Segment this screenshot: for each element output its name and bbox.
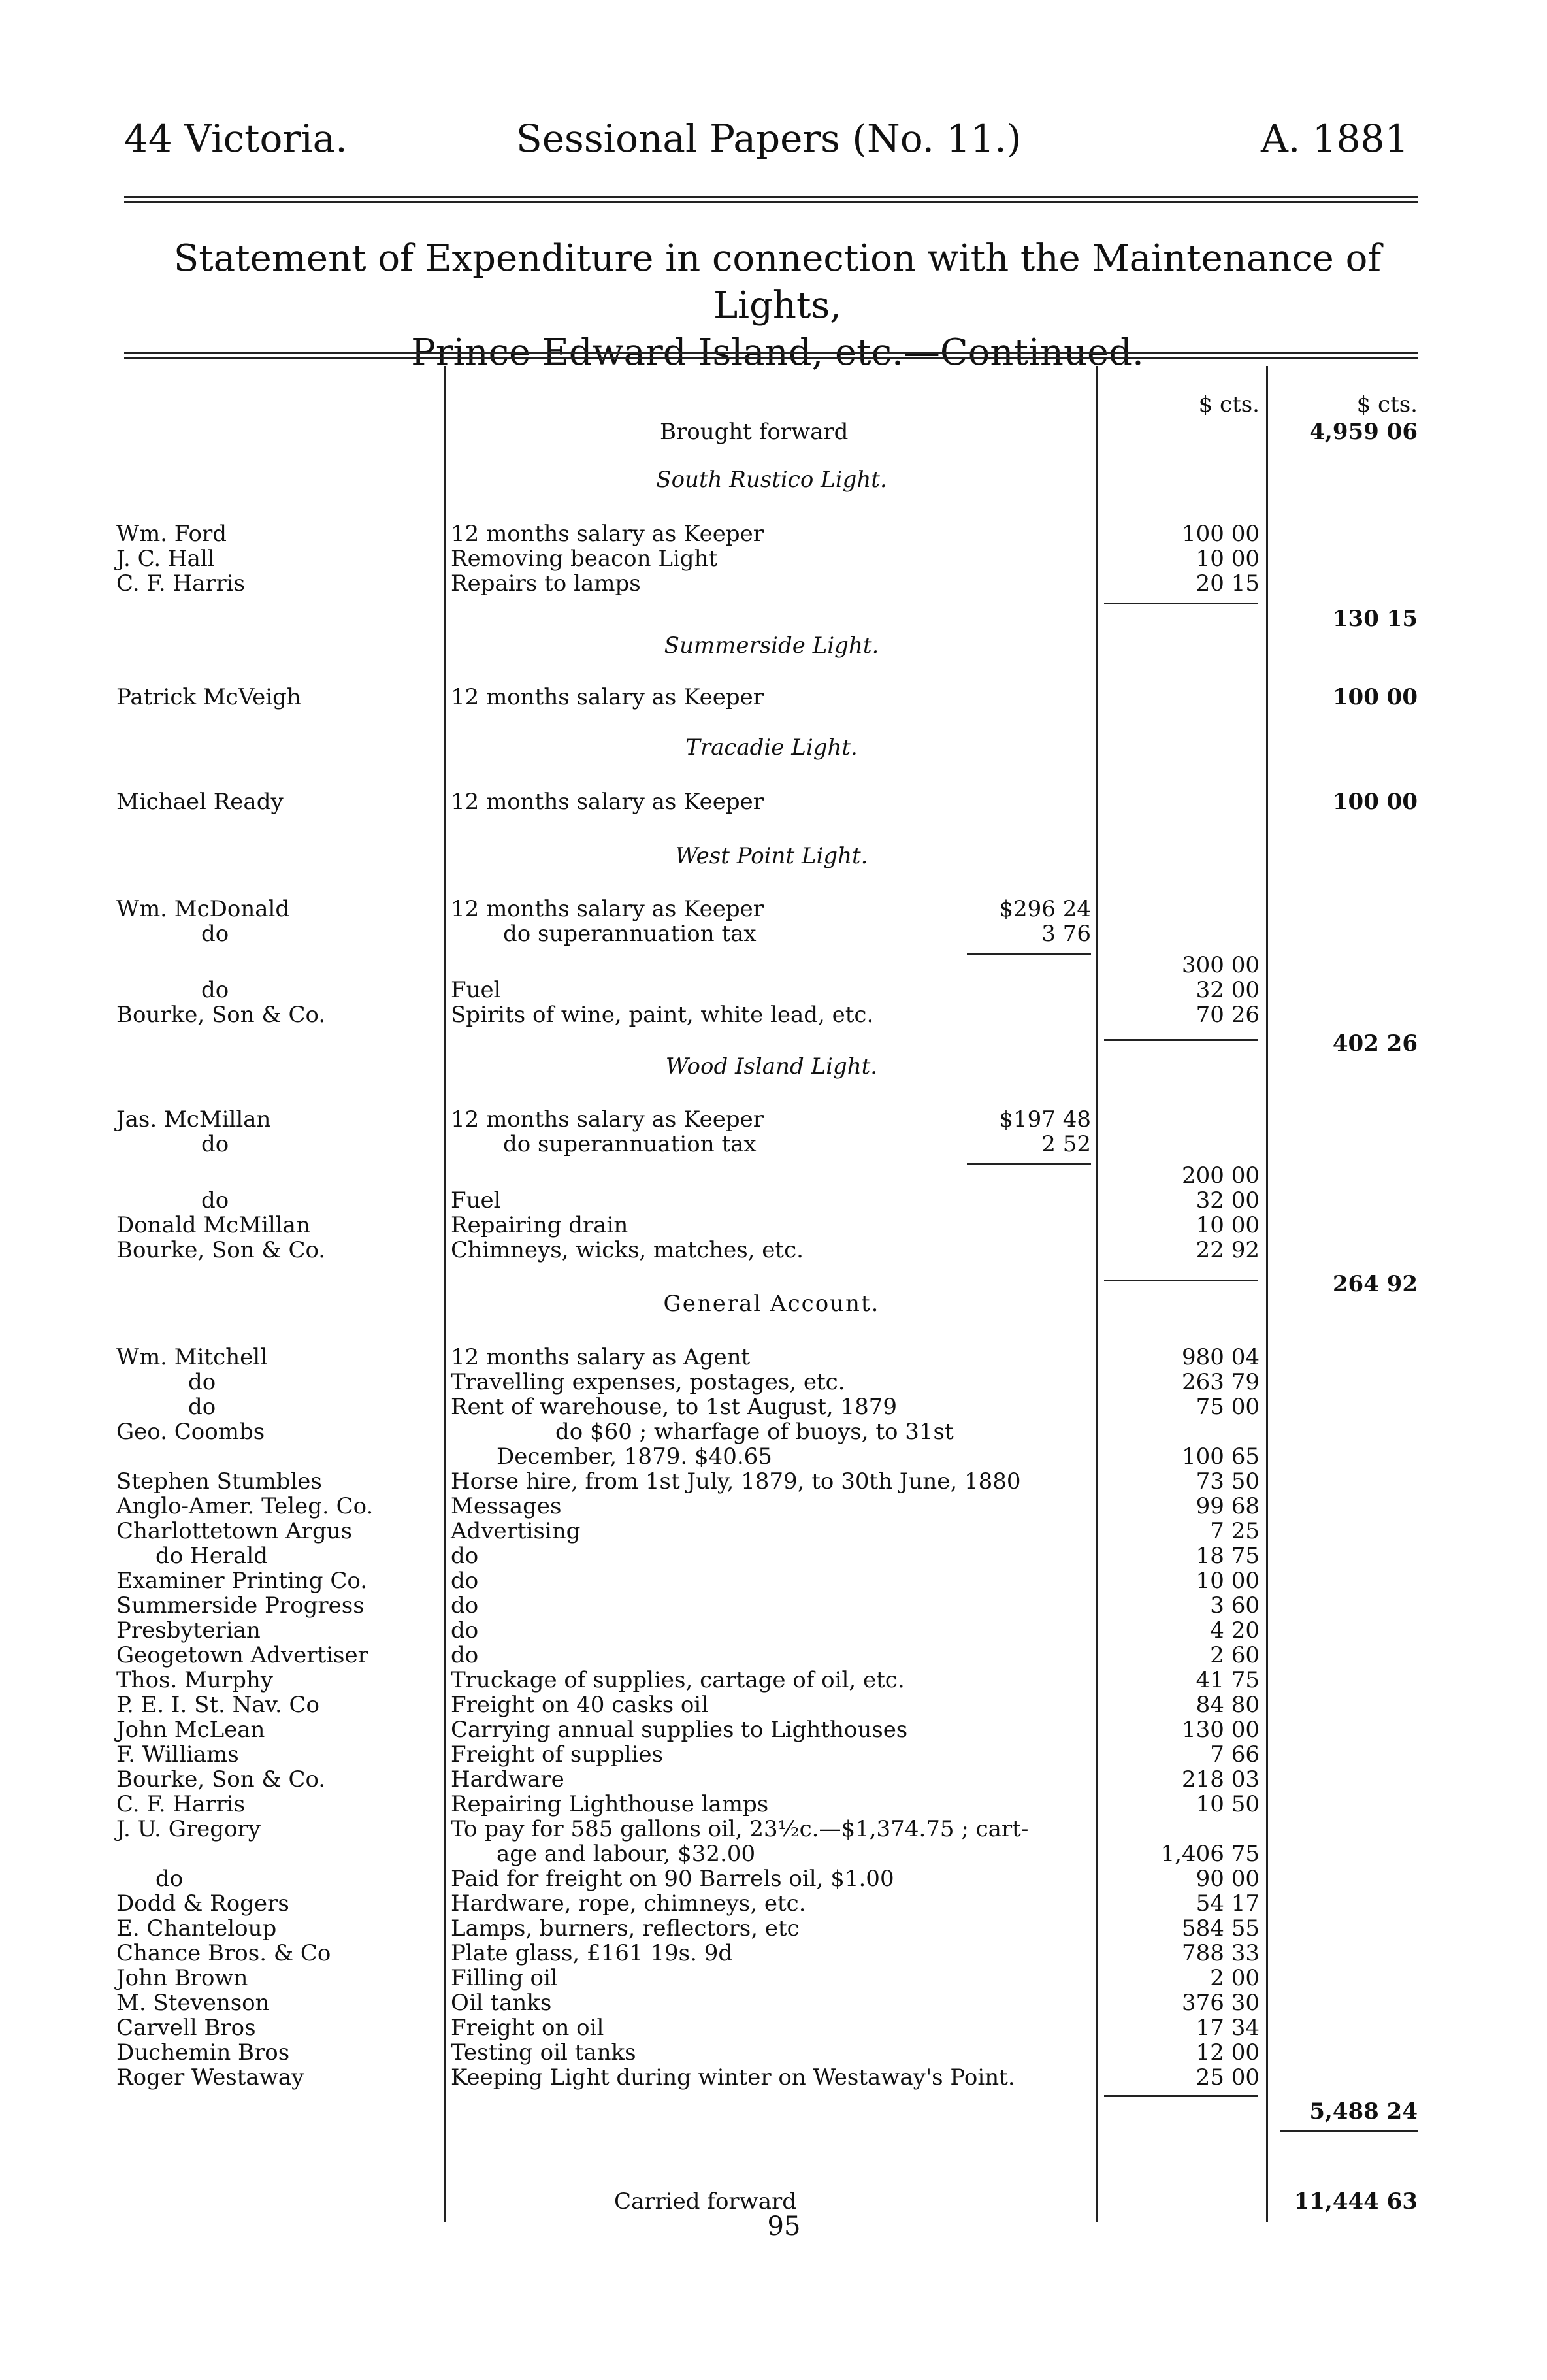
row-desc: Filling oil [451, 1965, 558, 1991]
row-desc: Lamps, burners, reflectors, etc [451, 1915, 800, 1942]
row-desc: Testing oil tanks [451, 2040, 636, 2066]
row-name: Charlottetown Argus [116, 1518, 353, 1544]
section-summerside: Summerside Light. [664, 633, 879, 659]
row-sub: 130 00 [1182, 1717, 1260, 1743]
row-name: C. F. Harris [116, 570, 246, 597]
row-name: Geogetown Advertiser [116, 1642, 368, 1668]
row-name: do [188, 1369, 216, 1395]
statement-title [118, 235, 1437, 376]
row-sub: 2 60 [1210, 1642, 1260, 1668]
title-rule-2 [124, 357, 1418, 359]
row-desc: Removing beacon Light [451, 546, 718, 572]
col-sep-desc [1096, 366, 1098, 2222]
row-sub: 584 55 [1182, 1915, 1260, 1942]
brought-forward-label: Brought forward [660, 419, 849, 445]
row-sub-inner: $296 24 [999, 896, 1091, 922]
row-sub: 218 03 [1182, 1766, 1260, 1793]
row-desc: Paid for freight on 90 Barrels oil, $1.00 [451, 1866, 894, 1892]
row-desc: To pay for 585 gallons oil, 23½c.—$1,374.75 ; cart- [451, 1816, 1029, 1842]
row-sub: 99 68 [1196, 1493, 1260, 1519]
section-tracadie: Tracadie Light. [685, 735, 858, 761]
row-name: M. Stevenson [116, 1990, 270, 2016]
row-sub: 10 50 [1196, 1791, 1260, 1817]
row-sub: 10 00 [1196, 1212, 1260, 1238]
row-sub: 12 00 [1196, 2040, 1260, 2066]
row-desc: Truckage of supplies, cartage of oil, etc. [451, 1667, 905, 1693]
row-name: Wm. Mitchell [116, 1344, 267, 1370]
wood-island-salary: 200 00 [1182, 1163, 1260, 1189]
row-desc: Freight on 40 casks oil [451, 1692, 709, 1718]
carried-forward-total: 11,444 63 [1294, 2189, 1418, 2215]
row-name: J. C. Hall [116, 546, 215, 572]
row-desc: Hardware, rope, chimneys, etc. [451, 1891, 806, 1917]
row-name: Bourke, Son & Co. [116, 1766, 326, 1793]
col-sep-sub [1266, 366, 1268, 2222]
section-south-rustico: South Rustico Light. [656, 467, 887, 493]
row-desc: Messages [451, 1493, 562, 1519]
row-sub: 3 60 [1210, 1593, 1260, 1619]
wood-island-total: 264 92 [1332, 1271, 1418, 1297]
row-name: Geo. Coombs [116, 1419, 265, 1445]
row-desc: Rent of warehouse, to 1st August, 1879 [451, 1394, 898, 1420]
subtotal-rule [1104, 2095, 1258, 2097]
section-wood-island: Wood Island Light. [665, 1053, 878, 1080]
row-sub: 10 00 [1196, 1568, 1260, 1594]
header-right: A. 1881 [1261, 116, 1409, 161]
inner-subtotal-rule [967, 1163, 1091, 1165]
row-sub: 75 00 [1196, 1394, 1260, 1420]
row-sub: 980 04 [1182, 1344, 1260, 1370]
west-point-salary: 300 00 [1182, 952, 1260, 978]
row-desc: do [451, 1593, 479, 1619]
row-sub: 41 75 [1196, 1667, 1260, 1693]
row-desc: Horse hire, from 1st July, 1879, to 30th June, 1880 [451, 1468, 1021, 1495]
row-name: F. Williams [116, 1742, 239, 1768]
carried-forward-label: Carried forward [614, 2189, 797, 2215]
subtotal-rule [1104, 603, 1258, 604]
row-desc: do superannuation tax [503, 921, 757, 947]
row-desc: 12 months salary as Keeper [451, 521, 764, 547]
row-sub: 20 15 [1196, 570, 1260, 597]
row-desc: Repairing Lighthouse lamps [451, 1791, 769, 1817]
row-desc: Repairs to lamps [451, 570, 641, 597]
row-name: John Brown [116, 1965, 248, 1991]
header-center: Sessional Papers (No. 11.) [516, 116, 1022, 161]
row-sub: 7 25 [1210, 1518, 1260, 1544]
row-name: Examiner Printing Co. [116, 1568, 368, 1594]
row-sub: 788 33 [1182, 1940, 1260, 1966]
general-total: 5,488 24 [1309, 2098, 1418, 2124]
brought-forward-total: 4,959 06 [1309, 419, 1418, 445]
row-desc: 12 months salary as Keeper [451, 896, 764, 922]
row-desc: Chimneys, wicks, matches, etc. [451, 1237, 804, 1263]
row-name: Anglo-Amer. Teleg. Co. [116, 1493, 374, 1519]
row-sub: 100 00 [1182, 521, 1260, 547]
sub-column-head: $ cts. [1198, 391, 1260, 418]
total-column-head: $ cts. [1356, 391, 1418, 418]
row-name: Bourke, Son & Co. [116, 1237, 326, 1263]
title-rule-1 [124, 352, 1418, 354]
row-name: C. F. Harris [116, 1791, 246, 1817]
row-name: P. E. I. St. Nav. Co [116, 1692, 319, 1718]
row-name: Dodd & Rogers [116, 1891, 289, 1917]
row-desc: do $60 ; wharfage of buoys, to 31st [555, 1419, 954, 1445]
row-sub: 90 00 [1196, 1866, 1260, 1892]
row-sub: 10 00 [1196, 546, 1260, 572]
row-desc: do [451, 1617, 479, 1644]
row-sub: 263 79 [1182, 1369, 1260, 1395]
row-name: Patrick McVeigh [116, 684, 301, 710]
row-name: Michael Ready [116, 789, 284, 815]
south-rustico-total: 130 15 [1332, 606, 1418, 632]
row-name: Wm. McDonald [116, 896, 290, 922]
row-name: do [201, 1187, 229, 1214]
subtotal-rule [1104, 1280, 1258, 1281]
row-sub: 73 50 [1196, 1468, 1260, 1495]
row-sub: 7 66 [1210, 1742, 1260, 1768]
row-desc: December, 1879. $40.65 [497, 1444, 772, 1470]
row-sub: 84 80 [1196, 1692, 1260, 1718]
row-sub: 22 92 [1196, 1237, 1260, 1263]
row-name: do [155, 1866, 184, 1892]
section-west-point: West Point Light. [675, 843, 868, 869]
section-general: General Account. [663, 1291, 880, 1317]
row-desc: age and labour, $32.00 [497, 1841, 756, 1867]
row-name: Stephen Stumbles [116, 1468, 322, 1495]
title-line-1: Statement of Expenditure in connection with the Maintenance of Lights, [173, 237, 1382, 327]
row-desc: do [451, 1568, 479, 1594]
row-desc: Repairing drain [451, 1212, 628, 1238]
row-desc: Travelling expenses, postages, etc. [451, 1369, 845, 1395]
row-sub: 70 26 [1196, 1002, 1260, 1028]
row-desc: Fuel [451, 1187, 501, 1214]
row-name: do [201, 1131, 229, 1157]
header-rule-2 [124, 201, 1418, 203]
row-desc: do [451, 1543, 479, 1569]
row-total: 100 00 [1332, 789, 1418, 815]
row-name: E. Chanteloup [116, 1915, 277, 1942]
row-sub: 376 30 [1182, 1990, 1260, 2016]
row-desc: Freight on oil [451, 2015, 604, 2041]
row-desc: Freight of supplies [451, 1742, 664, 1768]
row-name: Roger Westaway [116, 2064, 304, 2091]
page-number: 95 [767, 2211, 801, 2241]
col-sep-name [444, 366, 446, 2222]
row-name: do [188, 1394, 216, 1420]
row-desc: Advertising [451, 1518, 581, 1544]
row-name: Duchemin Bros [116, 2040, 290, 2066]
row-sub: 18 75 [1196, 1543, 1260, 1569]
row-desc: do superannuation tax [503, 1131, 757, 1157]
row-name: Presbyterian [116, 1617, 261, 1644]
row-desc: 12 months salary as Keeper [451, 789, 764, 815]
row-desc: do [451, 1642, 479, 1668]
row-name: Chance Bros. & Co [116, 1940, 331, 1966]
row-sub: 4 20 [1210, 1617, 1260, 1644]
row-sub: 54 17 [1196, 1891, 1260, 1917]
row-desc: 12 months salary as Keeper [451, 684, 764, 710]
header-rule-1 [124, 196, 1418, 198]
row-sub: 17 34 [1196, 2015, 1260, 2041]
row-name: Donald McMillan [116, 1212, 310, 1238]
row-sub: 25 00 [1196, 2064, 1260, 2091]
row-sub: 100 65 [1182, 1444, 1260, 1470]
row-desc: Hardware [451, 1766, 564, 1793]
row-sub-inner: $197 48 [999, 1106, 1091, 1132]
row-desc: Keeping Light during winter on Westaway's Point. [451, 2064, 1015, 2091]
row-sub: 32 00 [1196, 1187, 1260, 1214]
row-name: do Herald [155, 1543, 268, 1569]
row-desc: Spirits of wine, paint, white lead, etc. [451, 1002, 874, 1028]
row-desc: Fuel [451, 977, 501, 1003]
row-name: do [201, 977, 229, 1003]
total-rule [1280, 2130, 1418, 2132]
row-desc: 12 months salary as Agent [451, 1344, 751, 1370]
row-name: John McLean [116, 1717, 265, 1743]
row-name: Carvell Bros [116, 2015, 256, 2041]
row-sub: 32 00 [1196, 977, 1260, 1003]
row-name: Summerside Progress [116, 1593, 365, 1619]
row-sub: 1,406 75 [1160, 1841, 1260, 1867]
title-line-2: Prince Edward Island, etc.—Continued. [411, 331, 1144, 374]
row-name: do [201, 921, 229, 947]
row-desc: Oil tanks [451, 1990, 552, 2016]
inner-subtotal-rule [967, 953, 1091, 955]
row-name: Wm. Ford [116, 521, 227, 547]
row-sub-inner: 2 52 [1041, 1131, 1091, 1157]
row-desc: 12 months salary as Keeper [451, 1106, 764, 1132]
row-name: J. U. Gregory [116, 1816, 261, 1842]
row-sub-inner: 3 76 [1041, 921, 1091, 947]
row-name: Jas. McMillan [116, 1106, 271, 1132]
header-left: 44 Victoria. [124, 116, 348, 161]
subtotal-rule [1104, 1039, 1258, 1041]
row-desc: Carrying annual supplies to Lighthouses [451, 1717, 908, 1743]
row-desc: Plate glass, £161 19s. 9d [451, 1940, 733, 1966]
row-name: Thos. Murphy [116, 1667, 273, 1693]
row-sub: 2 00 [1210, 1965, 1260, 1991]
row-total: 100 00 [1332, 684, 1418, 710]
west-point-total: 402 26 [1332, 1031, 1418, 1057]
row-name: Bourke, Son & Co. [116, 1002, 326, 1028]
